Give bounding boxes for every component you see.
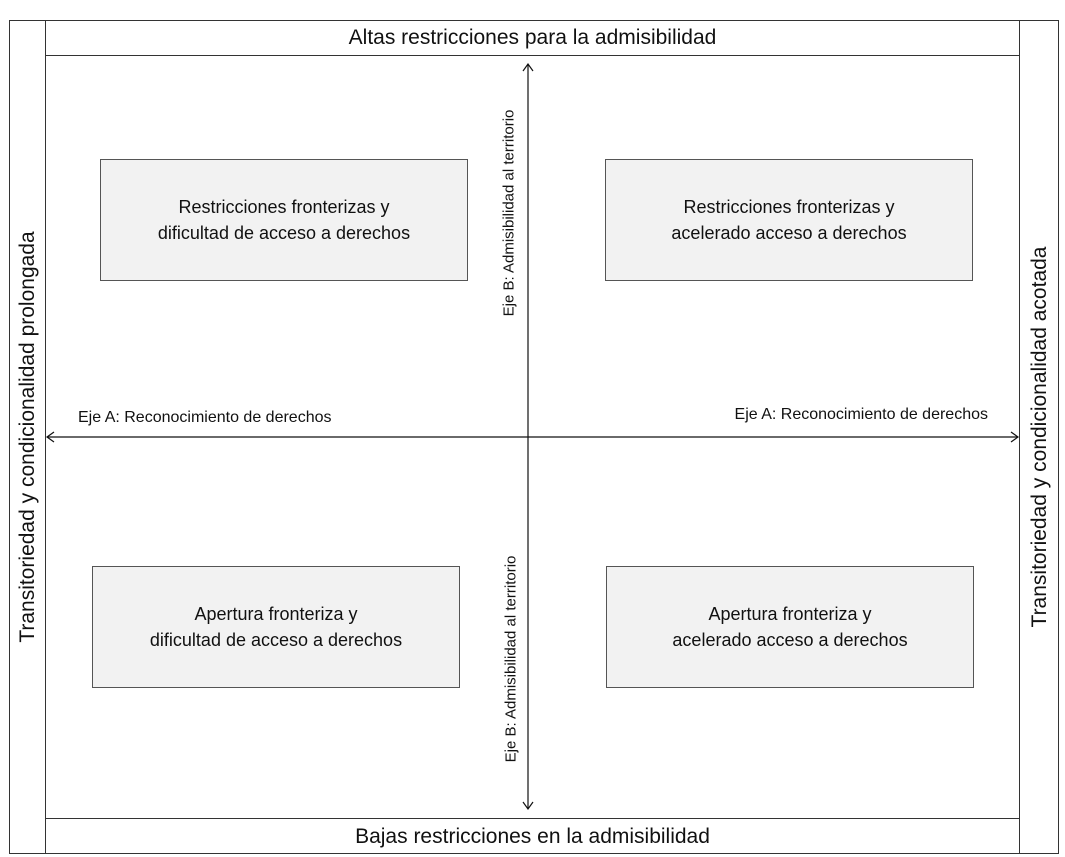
quadrant-top-right-line2: acelerado acceso a derechos [671, 223, 907, 243]
top-band-label: Altas restricciones para la admisibilidad [348, 25, 717, 49]
quadrant-bottom-left [92, 566, 460, 688]
quadrant-top-left-line1: Restricciones fronterizas y [178, 197, 390, 217]
bottom-band-label: Bajas restricciones en la admisibilidad [355, 824, 710, 848]
axis-a-left-label: Eje A: Reconocimiento de derechos [78, 409, 332, 426]
axis-b-bottom-label: Eje B: Admisibilidad al territorio [502, 555, 520, 763]
quadrant-top-right [605, 159, 973, 281]
axis-a-right-label: Eje A: Reconocimiento de derechos [734, 406, 988, 423]
right-band-label: Transitoriedad y condicionalidad acotada [1028, 246, 1051, 628]
left-band-label: Transitoriedad y condicionalidad prolongada [16, 231, 39, 643]
quadrant-top-right-line1: Restricciones fronterizas y [683, 197, 895, 217]
quadrant-bottom-left-line1: Apertura fronteriza y [194, 604, 358, 624]
quadrant-bottom-right [606, 566, 974, 688]
quadrant-top-left-line2: dificultad de acceso a derechos [157, 223, 411, 243]
quadrant-bottom-right-line2: acelerado acceso a derechos [672, 630, 908, 650]
quadrant-bottom-right-line1: Apertura fronteriza y [708, 604, 872, 624]
axis-b-top-label: Eje B: Admisibilidad al territorio [500, 109, 518, 317]
quadrant-bottom-left-line2: dificultad de acceso a derechos [149, 630, 403, 650]
quadrant-top-left [100, 159, 468, 281]
